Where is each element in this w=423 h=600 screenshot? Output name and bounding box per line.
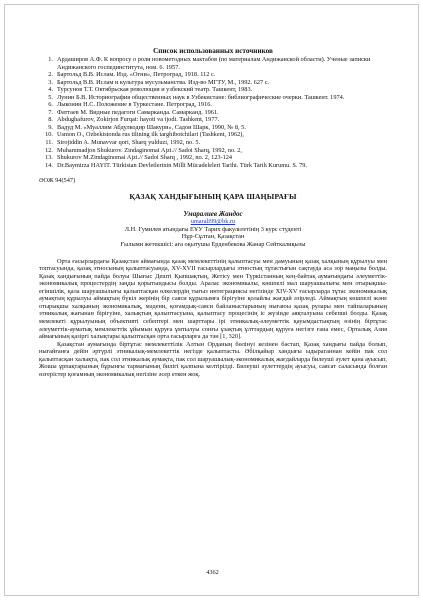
reference-item	[39, 131, 387, 139]
article-title: ҚАЗАҚ ХАНДЫҒЫНЫҢ ҚАРА ШАҢЫРАҒЫ	[129, 192, 297, 202]
reference-number: 1.	[48, 56, 53, 63]
reference-number: 9.	[48, 123, 53, 131]
reference-item	[39, 147, 387, 155]
reference-item	[39, 79, 387, 87]
author-city: Нұр-Сұлтан, Қазақстан	[181, 233, 245, 241]
reference-number: 11.	[45, 139, 53, 147]
reference-text: Usmon O., Ozbekistonda rus tilining ilk targhibotchilari (Tashkent, 1962),	[57, 131, 244, 139]
reference-item	[39, 162, 387, 170]
reference-text: Фаттаев М. Видные педагоги Самарканда. Самарканд. 1961.	[57, 108, 219, 116]
reference-item	[39, 139, 387, 147]
supervisor-line: Ғылыми жетекшісі: аға оқытушы Ерденбекова Жанар Сейткалиқызы	[120, 240, 306, 248]
reference-number: 13.	[45, 154, 53, 162]
reference-number: 14.	[45, 161, 53, 169]
reference-item	[39, 124, 387, 132]
reference-item	[39, 101, 387, 109]
reference-number: 10.	[45, 131, 53, 139]
reference-number: 12.	[45, 146, 53, 154]
reference-text: Sirojiddin A. Munavvar qori, Sharq yulduzi, 1992, no. 5.	[57, 139, 201, 147]
reference-number: 5.	[48, 93, 53, 101]
document-page	[4, 4, 419, 596]
references-title: Список использованных источников	[153, 47, 273, 55]
reference-text: Abdughafurov, Zokirjon Furqat: hayoti va ijodi. Tashkent, 1977.	[57, 116, 220, 124]
reference-text: Лыконин Н.С. Положение в Туркестане. Петроград, 1916.	[57, 101, 212, 109]
page-number: 4362	[206, 569, 219, 576]
reference-item	[39, 94, 387, 102]
reference-text: Shukurov M.Zindaginomai Ajzi.// Sadoi Sharq , 1992, no. 2, 123-124	[57, 154, 233, 162]
reference-text: Лунин Б.В. Историография общественных наук в Узбекистане: библиографические очерки. Ташкент. 1974.	[57, 93, 345, 101]
reference-item	[39, 116, 387, 124]
references-list	[39, 56, 387, 169]
reference-number: 3.	[48, 78, 53, 86]
reference-item	[39, 56, 387, 71]
reference-text: Бартольд В.В. Ислам и культура мусульманства. Изд-во МГТУ, М., 1992. 627 с.	[57, 78, 270, 86]
author-email-link[interactable]: umarali99@bk.ru	[190, 218, 236, 226]
reference-number: 4.	[48, 86, 53, 94]
reference-item	[39, 154, 387, 162]
reference-item	[39, 109, 387, 117]
reference-text: Ардаширов А.Ф. К вопросу о роли новометодных мактабов (по материалам Андижанской области). Ученые записки Андижанского госпединститута, ном. 6. 1957.	[57, 56, 371, 71]
reference-text: Dr.Baymirza HAYIT. Türkistan Devletlerinin Milli Mücadeleleri Tarihi. Türk Tarih Kurumu. S. 79.	[57, 161, 307, 169]
reference-item	[39, 71, 387, 79]
reference-text: Вадуд М. «Муаллим Абдулкодир Шакури», Садои Шарк, 1990, № 8, 5.	[57, 123, 246, 131]
page-content	[39, 47, 387, 378]
reference-text: Muhammadjon Shukurov. Zindaginomai Ajzi.// Sadoi Sharq, 1992, no. 2,	[57, 146, 242, 154]
reference-number: 8.	[48, 116, 53, 124]
reference-text: Бартольд В.В. Ислам. Изд. «Огни», Петроград, 1918. 112 с.	[57, 71, 216, 79]
article-paragraph: Қазақстан аумағында біртұтас мемлекеттілік Алтын Орданың бөлінуі кезінен бастап, Қазақ хандығы пайда болып, нығайғанға дейін әртүрлі этникалық-мемлекеттік негізде қалыптасты. Әбілқайыр хандығы ыдыраганнан кейін пак сол қалыптасқан халықта, пак сол этникалық аумақта, пак сол шаруашылық-экономикалық жағдайларда билеуші әулет қана ауысып, Жошы ұрпақтарының бұрынғы тармағының билігі қалпына келтірілді. Билеуші әулеттердің ауысуы, саясат саласында болған өзгерістер қоғамның экономикалық негізіне әсер еткен жоқ.	[39, 340, 387, 378]
reference-number: 2.	[48, 71, 53, 79]
author-email-line	[39, 218, 387, 226]
article-paragraph: Орта ғасырлардағы Қазақстан аймағында қазақ мемлекеттінің қалыптасуы мен дамуының қазақ халқының құрылуы мен топтасуында, қазақ этносының қалыптасуында, XV-XVII ғасырлардағы этностың тұтастығын сақтауда аса зор маңызы болды. Қазақ хандығының пайда болуы Шығыс Дешті Қыпшақтың, Жетісу мен Түркістанның кең-байтақ аумағындағы әлеуметтік-экономикалық процестердің заңды қорытындысы болды. Аралас экономикалы, көшпелі мал шаруашылығы мен отырықшы-егіншілік, қала шаруашылығы қалыптасқан өлкелердің тығыз интеграциясы негізінде XIV-XV ғасырларда тұтас экономикалық аумақтың құрылуы аймақтың бүкіл жерінің бір саяси құрылымға бірігуіне қолайлы жағдай әзірледі. Аймақтың көшпелі және отырықшы халқының экономикалық, мәдени, қоғамдық-саяси байланыстарының нығаюы қазақ рулары мен тайпаларының этникалық жағынан бірігуіне, халықтың қалыптасуына, қалыптасу процесінің іс жүзінде аяқталуына себепші болды. Қазақ мемлекеті құрылуының объективті себептері мен шарттары ірі этникалық-әлеуметтік қауымдастықтың өзінің біртұтас әлеуметтік-ауматық мемлекеттік ұйымын құруға ұмтылуы сонғы ұзақтық ұлттардың құруға негізге ғана емес, Орталық Азия аймағының қазіргі халықтары қалыптасқан орта ғасырларға да тән [1, 320].	[39, 257, 387, 341]
reference-text: Турсунов Т.Т. Октябрьская революция и узбекский театр. Ташкент, 1983.	[57, 86, 253, 94]
reference-number: 7.	[48, 108, 53, 116]
reference-item	[39, 86, 387, 94]
udc-code: ӘОЖ 94(547)	[39, 177, 76, 185]
reference-number: 6.	[48, 101, 53, 109]
author-name: Умаралиев Жандос	[183, 210, 243, 219]
author-affiliation: Л.Н. Гумилев атындағы ЕҰУ Тарих факультетінің 3 курс студенті	[124, 225, 302, 233]
